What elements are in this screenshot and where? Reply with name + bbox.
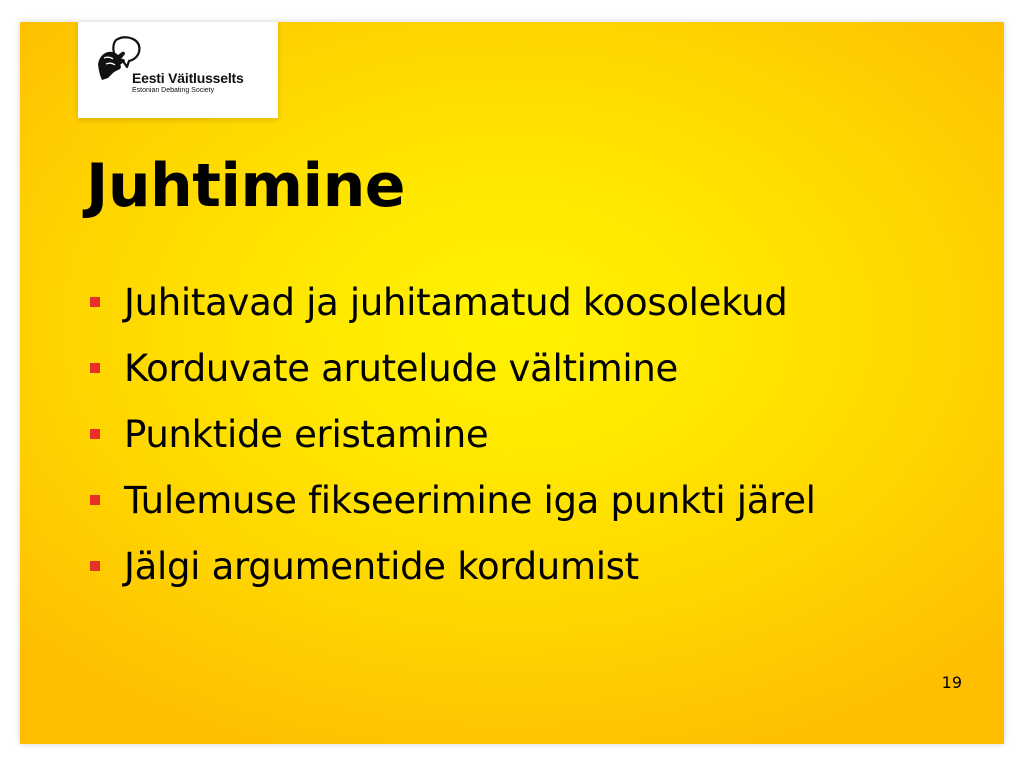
bullet-item [90,480,816,546]
logo-subtitle: Estonian Debating Society [132,87,215,94]
bullet-item [90,282,816,348]
bullet-text: Punktide eristamine [124,413,489,456]
page-number: 19 [941,673,962,692]
logo-name: Eesti Väitlusselts [132,70,244,86]
bullet-text: Juhitavad ja juhitamatud koosolekud [124,281,788,324]
bullet-item [90,546,816,612]
bullet-text: Jälgi argumentide kordumist [124,545,639,588]
bullet-text: Tulemuse fikseerimine iga punkti järel [124,479,816,522]
bullet-square-icon [90,363,100,373]
bullet-square-icon [90,495,100,505]
bullet-item [90,348,816,414]
logo [78,22,278,118]
bullet-list [90,282,816,612]
bullet-text: Korduvate arutelude vältimine [124,347,678,390]
slide [20,22,1004,744]
bullet-square-icon [90,561,100,571]
slide-title: Juhtimine [86,151,405,221]
bullet-square-icon [90,429,100,439]
bullet-square-icon [90,297,100,307]
bullet-item [90,414,816,480]
